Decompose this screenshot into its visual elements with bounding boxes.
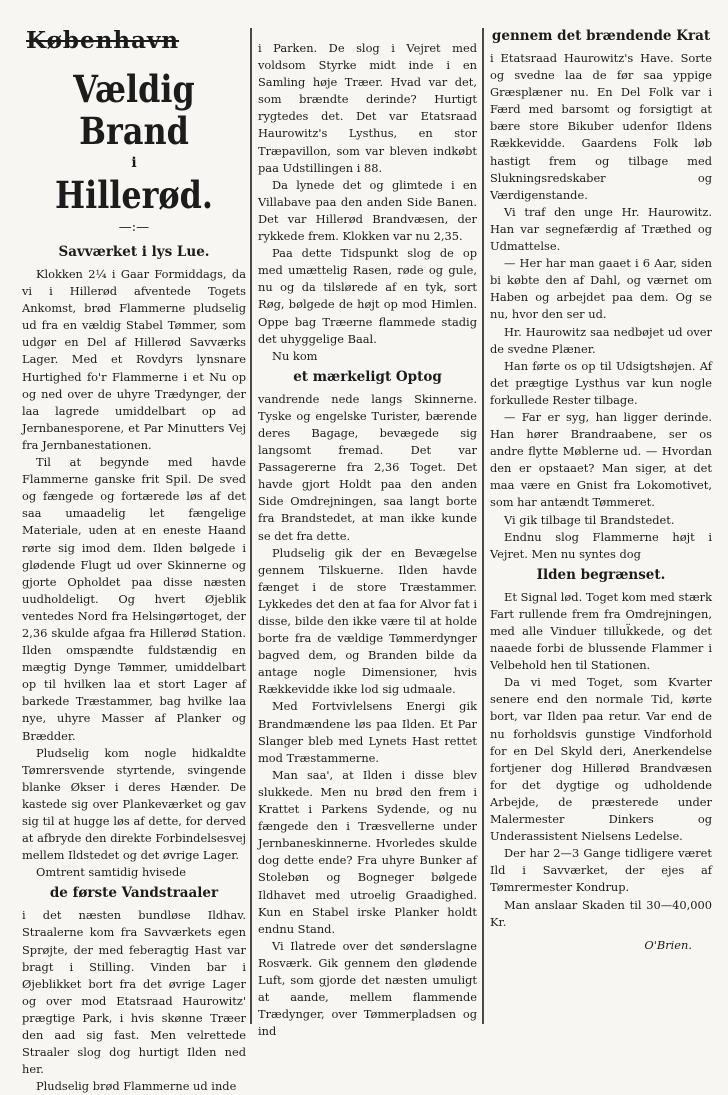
paragraph: Til at begynde med havde Flammerne ganske frit Spil. De sved og fængede og fortærede løs af det saa umaadelig let fængelige Materiale, uden at en eneste Haand rørte sig imod dem. Ilden bølgede i glødende Flugt ud over Skinnerne og gjorte Opholdet paa disse næsten uudholdeligt. Og hvert Øjeblik ventedes Nord fra Helsingørtoget, der 2,36 skulde afgaa fra Hillerød Station. Ilden omspændte fuldstændig en mægtig Dynge Tømmer, umiddelbart op til hvilken laa et stort Lager af barkede Træstammer, bag hvilke laa nye, uhyre Masser af Planker og Brædder. <box>22 455 246 743</box>
paragraph: Et Signal lød. Toget kom med stærk Fart rullende frem fra Omdrejningen, med alle Vinduer tilluk̈kede, og det naaede forbi de blussende Flammer i Velbehold hen til Stationen. <box>490 589 712 673</box>
paragraph: Paa dette Tidspunkt slog de op med umættelig Rasen, røde og gule, nu og da tilslørede af en tyk, sort Røg, bølgede de højt op mod Himlen. Oppe bag Træerne flammede stadig det uhyggelige Baal. <box>258 246 477 346</box>
subhead-krat: gennem det brændende Krat <box>491 28 711 44</box>
paragraph: Vi Ilatrede over det sønderslagne Rosværk. Gik gennem den glødende Luft, som gjorde det næsten umuligt at aande, mellem flammende Trædynger, over Tømmerpladsen og ind <box>258 938 477 1039</box>
paragraph: Der har 2—3 Gange tidligere været Ild i Savværket, der ejes af Tømrermester Kondrup. <box>490 846 712 895</box>
paragraph: vandrende nede langs Skinnerne. Tyske og engelske Turister, bærende deres Bagage, bevægede sig langsomt fremad. Det var Passagererne fra 2,36 Toget. Det havde gjort Holdt paa den anden Side Omdrejningen, saa langt borte fra Brandstedet, at man ikke kunde se det fra dette. <box>258 391 477 543</box>
headline-line-2: Hillerød. <box>55 173 213 217</box>
paragraph: i Etatsraad Haurowitz's Have. Sorte og svedne laa de før saa yppige Græsplæner nu. En Del Folk var i Færd med barsomt og forsigtigt at bære store Bikuber udenfor Ildens Rækkevidde. Gaardens Folk løb hastigt frem og tilbage med Slukningsredskaber og Værdigenstande. <box>490 51 712 202</box>
paragraph: Da vi med Toget, som Kvarter senere end den normale Tid, kørte bort, var Ilden paa retur. Var end de nu forholdsvis gunstige Vindforhold for en Del Skyld deri, Anerkendelse fortjener dog Hillerød Brandvæsen for det dygtige og udholdende Arbejde, de præsterede under Malermester Dinkers og Underassistent Nielsens Ledelse. <box>490 675 712 844</box>
paragraph: — Her har man gaaet i 6 Aar, siden bi købte den af Dahl, og værnet om Haben og arbejdet paa dem. Og se nu, hvor den ser ud. <box>490 256 712 322</box>
paragraph: Pludselig gik der en Bevægelse gennem Tilskuerne. Ilden havde fænget i de store Træstammer. Lykkedes det den at faa for Alvor fat i disse, bilde den ikke være til at holde borte fra de vældige Tømmerdynger bagved dem, og Branden bilde da antage nogle Dimensioner, hvis Rækkevidde ikke lod sig udmaale. <box>258 545 477 697</box>
paragraph: Klokken 2¼ i Gaar Formiddags, da vi i Hillerød afventede Togets Ankomst, brød Flammerne pludselig ud fra en vældig Stabel Tømmer, som udgør en Del af Hillerød Savværks Lager. Med et Rovdyrs lynsnare Hurtighed fo'r Flammerne i et Nu op og ned over de uhyre Trædynger, der laa lagrede umiddelbart op ad Jernbanesporene, et Par Minutters Vej fra Jernbanestationen. <box>22 267 246 452</box>
paragraph: Han førte os op til Udsigtshøjen. Af det prægtige Lysthus var kun nogle forkullede Rester tilbage. <box>490 358 712 407</box>
paragraph: Med Fortvivlelsens Energi gik Brandmændene løs paa Ilden. Et Par Slanger bleb med Lynets Hast rettet mod Træstammerne. <box>258 699 477 765</box>
column-rule-2 <box>482 28 484 1024</box>
subhead-vandstraaler: de første Vandstraaler <box>49 885 219 902</box>
paragraph: Man saa', at Ilden i disse blev slukkede. Men nu brød den frem i Krattet i Parkens Sydende, og nu fængede den i Træsvellerne under Jernbaneskinnerne. Hvorledes skulde dog dette ende? Fra uhyre Bunker af Stolebøn og Bogneger bølgede Ildhavet med utroelig Graadighed. Kun en Stabel irske Planker holdt endnu Stand. <box>258 767 477 936</box>
paragraph: — Far er syg, han ligger derinde. Han hører Brandraabene, ser os andre flytte Møblerne ud. — Hvordan den er opstaaet? Man siger, at det maa være en Gnist fra Lokomotivet, som har antændt Tømmeret. <box>490 409 712 510</box>
column-1 <box>22 27 246 1094</box>
paragraph: Vi traf den unge Hr. Haurowitz. Han var segnefærdig af Træthed og Udmattelse. <box>490 204 712 254</box>
subhead-begraenset: Ilden begrænset. <box>536 566 666 583</box>
paragraph: Pludselig brød Flammerne ud inde <box>36 1079 237 1094</box>
paragraph: Pludselig kom nogle hidkaldte Tømrersvende styrtende, svingende blanke Økser i deres Hænder. De kastede sig over Plankeværket og gav sig til at hugge løs af dette, for derved at afbryde den direkte Forbindelsesvej mellem Ildstedet og det øvrige Lager. <box>22 745 246 863</box>
paragraph: i det næsten bundløse Ildhav. Straalerne kom fra Savværkets egen Sprøjte, der med feberagtig Hast var bragt i Stilling. Vinden bar i Øjeblikket bort fra det øvrige Lager og over mod Etatsraad Haurowitz' prægtige Park, i hvis skønne Træer den aad sig fast. Men velrettede Straaler slog dog hurtigt Ilden ned her. <box>22 908 246 1077</box>
paragraph: Da lynede det og glimtede i en Villabave paa den anden Side Banen. Det var Hillerød Brandvæsen, der rykkede frem. Klokken var nu 2,35. <box>258 177 477 244</box>
column-3 <box>490 24 712 1018</box>
paragraph: Omtrent samtidig hvisede <box>36 865 186 880</box>
headline-line-1: Vældig Brand <box>73 67 195 153</box>
column-rule-1 <box>250 28 252 1024</box>
masthead: København <box>26 27 180 54</box>
headline-i: i <box>131 155 137 171</box>
paragraph: Hr. Haurowitz saa nedbøjet ud over de svedne Plæner. <box>490 324 712 356</box>
subhead-optog: et mærkeligt Optog <box>293 368 442 385</box>
paragraph: i Parken. De slog i Vejret med voldsom Styrke midt inde i en Samling høje Træer. Hvad var det, som brændte derinde? Hurtigt rygtedes det. Det var Etatsraad Haurowitz's Lysthus, en stor Træpavillon, som var bleven indkøbt paa Udstillingen i 88. <box>258 41 477 175</box>
paragraph: Endnu slog Flammerne højt i Vejret. Men nu syntes dog <box>490 529 712 561</box>
subhead-savvaerket: Savværket i lys Lue. <box>58 244 210 260</box>
paragraph: Nu kom <box>272 348 318 363</box>
column-2 <box>258 40 477 1039</box>
author-signature: O'Brien. <box>644 937 692 952</box>
divider-mark: —:— <box>118 220 150 235</box>
paragraph: Man anslaar Skaden til 30—40,000 Kr. <box>490 897 712 929</box>
paragraph: Vi gik tilbage til Brandstedet. <box>504 512 675 527</box>
